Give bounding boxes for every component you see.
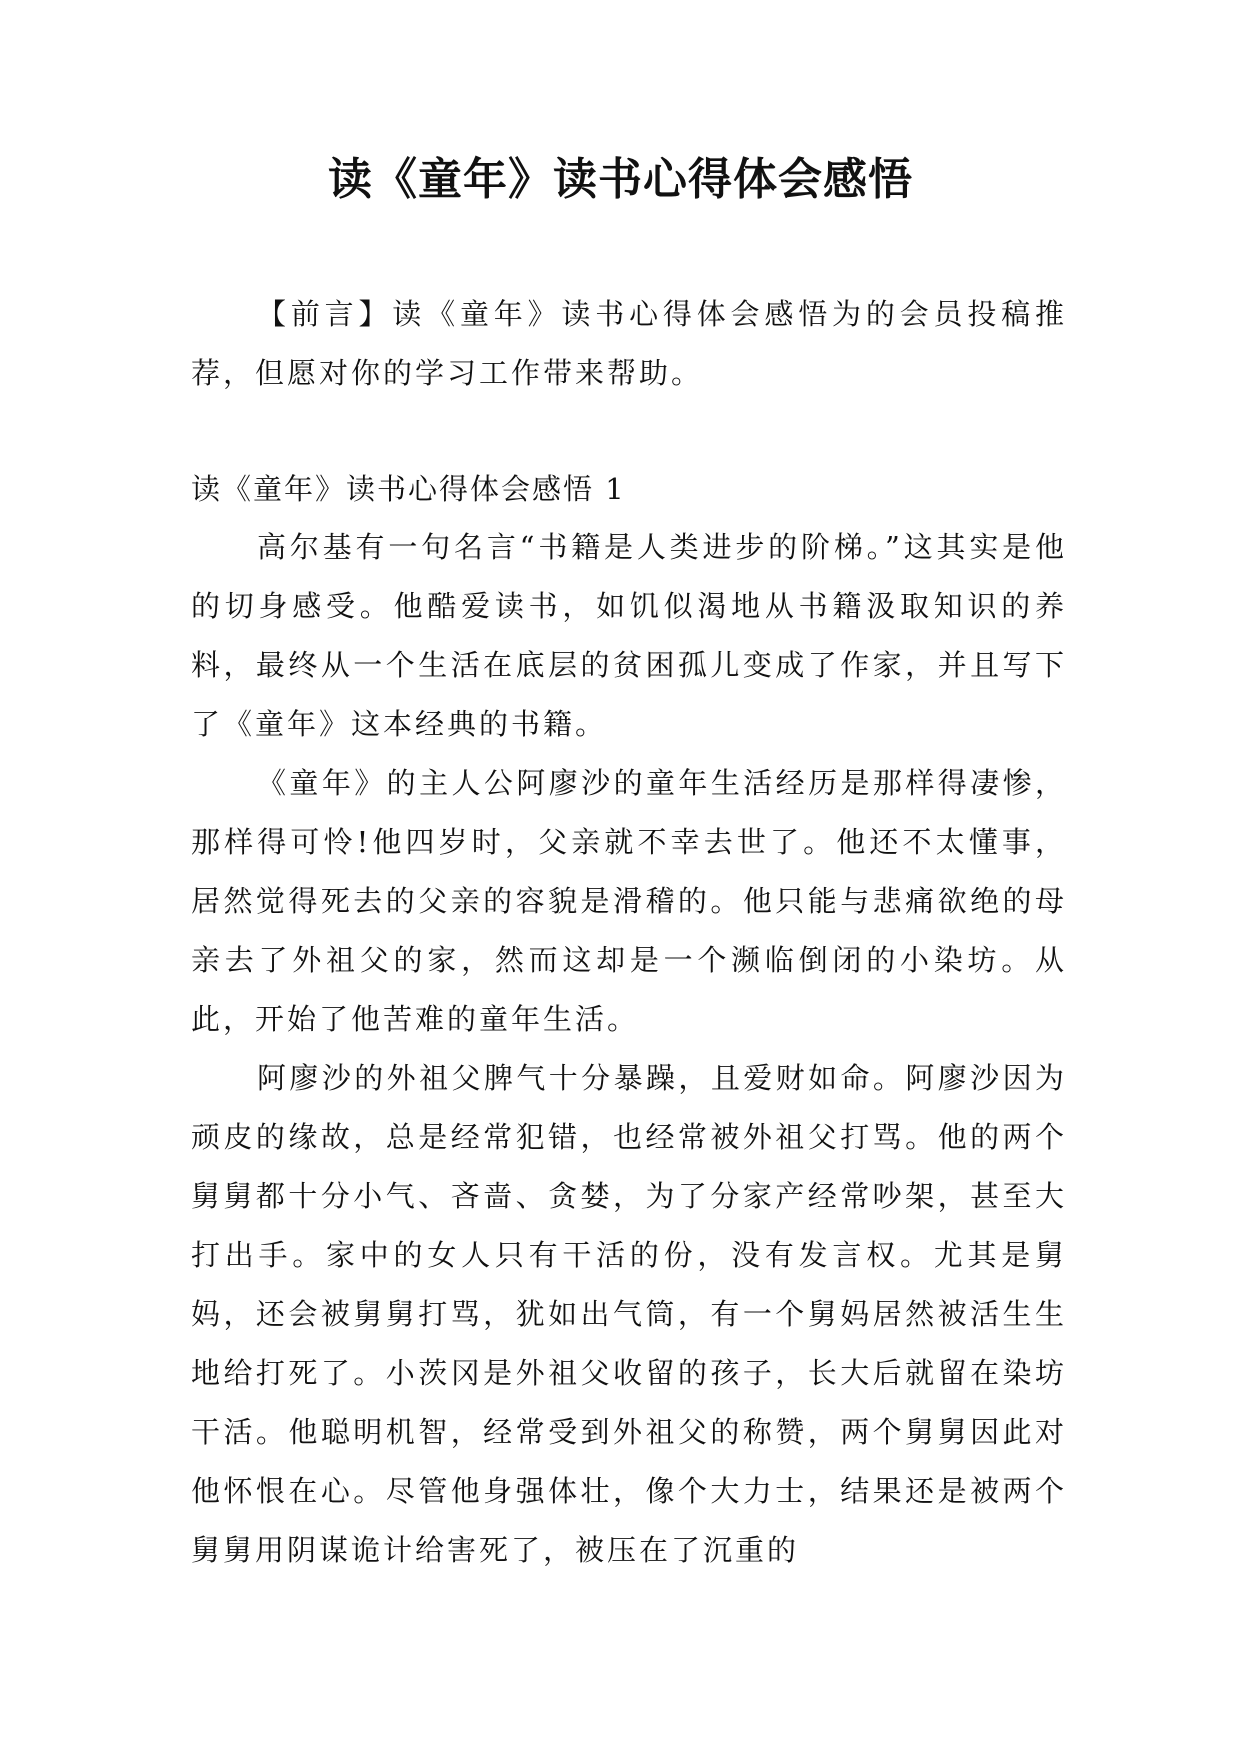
- paragraph-3: 阿廖沙的外祖父脾气十分暴躁，且爱财如命。阿廖沙因为顽皮的缘故，总是经常犯错，也经常被外祖父打骂。他的两个舅舅都十分小气、吝啬、贪婪，为了分家产经常吵架，甚至大打出手。家中的女人只有干活的份，没有发言权。尤其是舅妈，还会被舅舅打骂，犹如出气筒，有一个舅妈居然被活生生地给打死了。小茨冈是外祖父收留的孩子，长大后就留在染坊干活。他聪明机智，经常受到外祖父的称赞，两个舅舅因此对他怀恨在心。尽管他身强体壮，像个大力士，结果还是被两个舅舅用阴谋诡计给害死了，被压在了沉重的: [191, 1061, 1067, 1567]
- preface-paragraph: 【前言】读《童年》读书心得体会感悟为的会员投稿推荐，但愿对你的学习工作带来帮助。: [191, 297, 1067, 390]
- section-heading: 读《童年》读书心得体会感悟 1: [191, 472, 626, 506]
- paragraph-1: 高尔基有一句名言“书籍是人类进步的阶梯。”这其实是他的切身感受。他酷爱读书，如饥似渴地从书籍汲取知识的养料，最终从一个生活在底层的贫困孤儿变成了作家，并且写下了《童年》这本经典的书籍。: [191, 530, 1067, 741]
- document-title: 读《童年》读书心得体会感悟: [328, 154, 913, 205]
- article-body: [191, 518, 1067, 1580]
- paragraph-2: 《童年》的主人公阿廖沙的童年生活经历是那样得凄惨，那样得可怜!他四岁时，父亲就不幸去世了。他还不太懂事，居然觉得死去的父亲的容貌是滑稽的。他只能与悲痛欲绝的母亲去了外祖父的家，然而这却是一个濒临倒闭的小染坊。从此，开始了他苦难的童年生活。: [191, 766, 1067, 1036]
